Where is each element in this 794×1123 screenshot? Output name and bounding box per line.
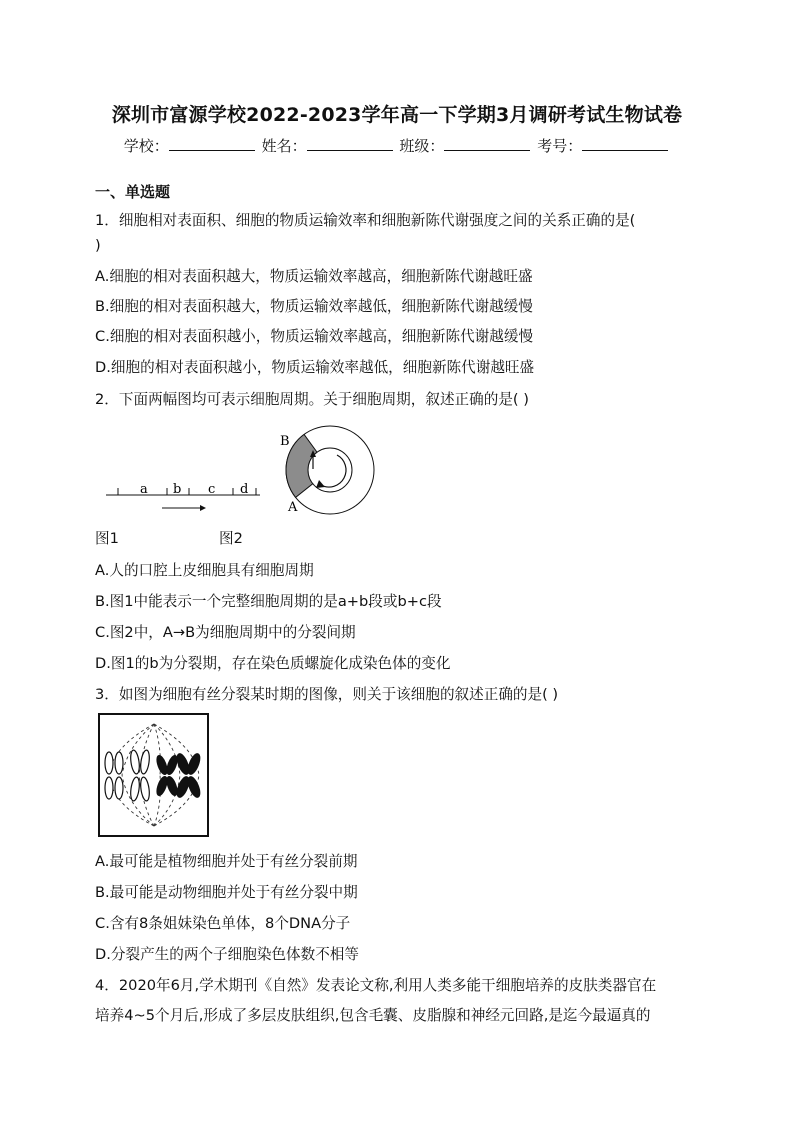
fig1-label-d: d: [240, 482, 249, 497]
q2-option-c: C.图2中，A→B为细胞周期中的分裂间期: [95, 624, 356, 641]
q2-figure2: [275, 425, 385, 515]
q3-option-c: C.含有8条姐妹染色单体，8个DNA分子: [95, 915, 351, 932]
q1-option-b: B.细胞的相对表面积越大，物质运输效率越低，细胞新陈代谢越缓慢: [95, 298, 533, 315]
q1-option-a: A.细胞的相对表面积越大，物质运输效率越高，细胞新陈代谢越旺盛: [95, 268, 533, 285]
q1-stem: 1．细胞相对表面积、细胞的物质运输效率和细胞新陈代谢强度之间的关系正确的是(: [95, 212, 636, 229]
q4-line1: 4．2020年6月,学术期刊《自然》发表论文称,利用人类多能干细胞培养的皮肤类器官在: [95, 977, 657, 994]
q3-option-d: D.分裂产生的两个子细胞染色体数不相等: [95, 946, 359, 963]
q4-line2: 培养4~5个月后,形成了多层皮肤组织,包含毛囊、皮脂腺和神经元回路,是迄今最逼真的: [95, 1007, 651, 1024]
q1-option-c: C.细胞的相对表面积越小，物质运输效率越高，细胞新陈代谢越缓慢: [95, 328, 534, 345]
fig1-label-c: c: [208, 482, 216, 497]
school-blank[interactable]: [169, 136, 255, 151]
q2-option-b: B.图1中能表示一个完整细胞周期的是a+b段或b+c段: [95, 593, 442, 610]
fig2-label-A: A: [288, 500, 298, 515]
page-title: 深圳市富源学校2022-2023学年高一下学期3月调研考试生物试卷: [111, 104, 683, 126]
section-heading: 一、单选题: [95, 183, 171, 201]
fig1-label-b: b: [173, 482, 182, 497]
q3-option-a: A.最可能是植物细胞并处于有丝分裂前期: [95, 853, 358, 870]
name-blank[interactable]: [307, 136, 393, 151]
q2-option-d: D.图1的b为分裂期，存在染色质螺旋化成染色体的变化: [95, 655, 451, 672]
figure1-caption: 图1: [95, 530, 119, 547]
school-label: 学校：: [123, 137, 169, 155]
fig2-label-B: B: [280, 434, 290, 449]
q3-cell-figure: [97, 712, 211, 838]
name-label: 姓名：: [261, 137, 307, 155]
figure2-caption: 图2: [219, 530, 243, 547]
q3-option-b: B.最可能是动物细胞并处于有丝分裂中期: [95, 884, 358, 901]
q2-option-a: A.人的口腔上皮细胞具有细胞周期: [95, 562, 314, 579]
student-info-line: [0, 135, 794, 156]
q1-stem-cont: ): [95, 237, 101, 254]
class-blank[interactable]: [444, 136, 530, 151]
fig1-label-a: a: [140, 482, 148, 497]
q1-option-d: D.细胞的相对表面积越小，物质运输效率越低，细胞新陈代谢越旺盛: [95, 359, 535, 376]
q2-figure1: [100, 470, 270, 520]
q2-stem: 2．下面两幅图均可表示细胞周期。关于细胞周期，叙述正确的是( ): [95, 391, 529, 408]
id-label: 考号：: [537, 137, 583, 155]
id-blank[interactable]: [582, 136, 668, 151]
fig1-arrow-head: [200, 505, 206, 511]
class-label: 班级：: [399, 137, 445, 155]
q3-stem: 3．如图为细胞有丝分裂某时期的图像，则关于该细胞的叙述正确的是( ): [95, 686, 559, 703]
